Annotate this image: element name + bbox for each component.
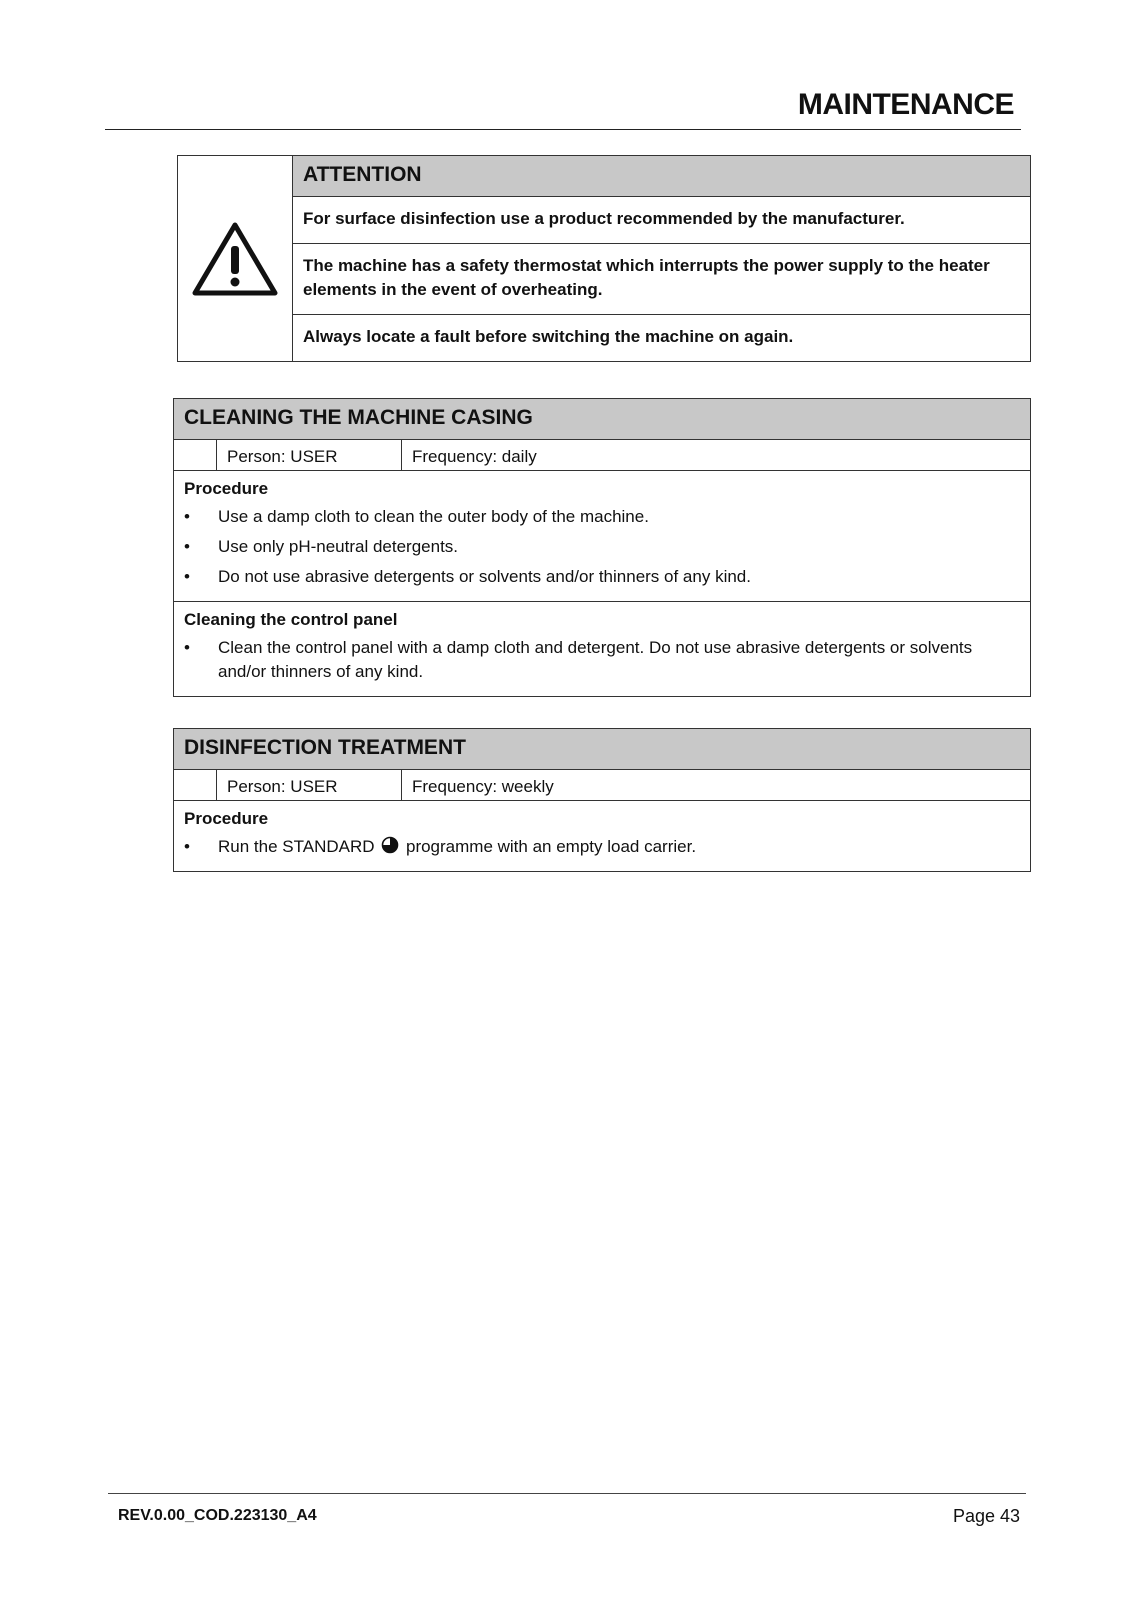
list-item: • Use a damp cloth to clean the outer body of the machine. (184, 505, 1020, 529)
list-item (184, 835, 1020, 859)
list-item: • Clean the control panel with a damp cloth and detergent. Do not use abrasive detergents or solvents and/or thinners of any kind. (184, 636, 1020, 684)
list-item: • Use only pH-neutral detergents. (184, 535, 1020, 559)
attention-note: Always locate a fault before switching the machine on again. (303, 327, 794, 346)
disinfection-meta-row (174, 770, 1030, 801)
cleaning-section (173, 398, 1031, 697)
disinfection-person: Person: USER (217, 770, 402, 800)
attention-heading: ATTENTION (293, 156, 1030, 197)
page-title: MAINTENANCE (797, 88, 1014, 121)
disinfection-frequency: Frequency: weekly (412, 777, 554, 796)
list-item: • Do not use abrasive detergents or solvents and/or thinners of any kind. (184, 565, 1020, 589)
cleaning-heading: CLEANING THE MACHINE CASING (174, 399, 1030, 440)
warning-icon-cell (178, 156, 293, 361)
document-code: REV.0.00_COD.223130_A4 (118, 1507, 317, 1524)
cleaning-frequency: Frequency: daily (412, 447, 537, 466)
control-panel-list (184, 636, 1020, 684)
control-panel-label: Cleaning the control panel (184, 610, 398, 629)
step-suffix: programme with an empty load carrier. (405, 837, 697, 856)
attention-note: For surface disinfection use a product recommended by the manufacturer. (293, 197, 1030, 244)
procedure-label: Procedure (184, 479, 269, 498)
cleaning-meta-row (174, 440, 1030, 471)
standard-programme-icon (381, 836, 399, 854)
step-prefix: Run the STANDARD (218, 837, 375, 856)
procedure-label: Procedure (184, 809, 269, 828)
disinfection-heading: DISINFECTION TREATMENT (174, 729, 1030, 770)
disinfection-section (173, 728, 1031, 872)
warning-triangle-icon (191, 220, 279, 298)
meta-blank-cell (174, 770, 217, 800)
disinfection-procedure-block (174, 801, 1030, 871)
meta-blank-cell (174, 440, 217, 470)
footer-divider (108, 1493, 1026, 1494)
cleaning-procedure-block (174, 471, 1030, 602)
cleaning-person: Person: USER (217, 440, 402, 470)
control-panel-block (174, 602, 1030, 696)
attention-rows (293, 156, 1030, 361)
procedure-list (184, 835, 1020, 859)
attention-note: The machine has a safety thermostat which interrupts the power supply to the heater elements in the event of overheating. (293, 244, 1030, 315)
header-divider (105, 129, 1021, 130)
procedure-list (184, 505, 1020, 589)
page-number: Page 43 (952, 1506, 1020, 1526)
attention-box (177, 155, 1031, 362)
